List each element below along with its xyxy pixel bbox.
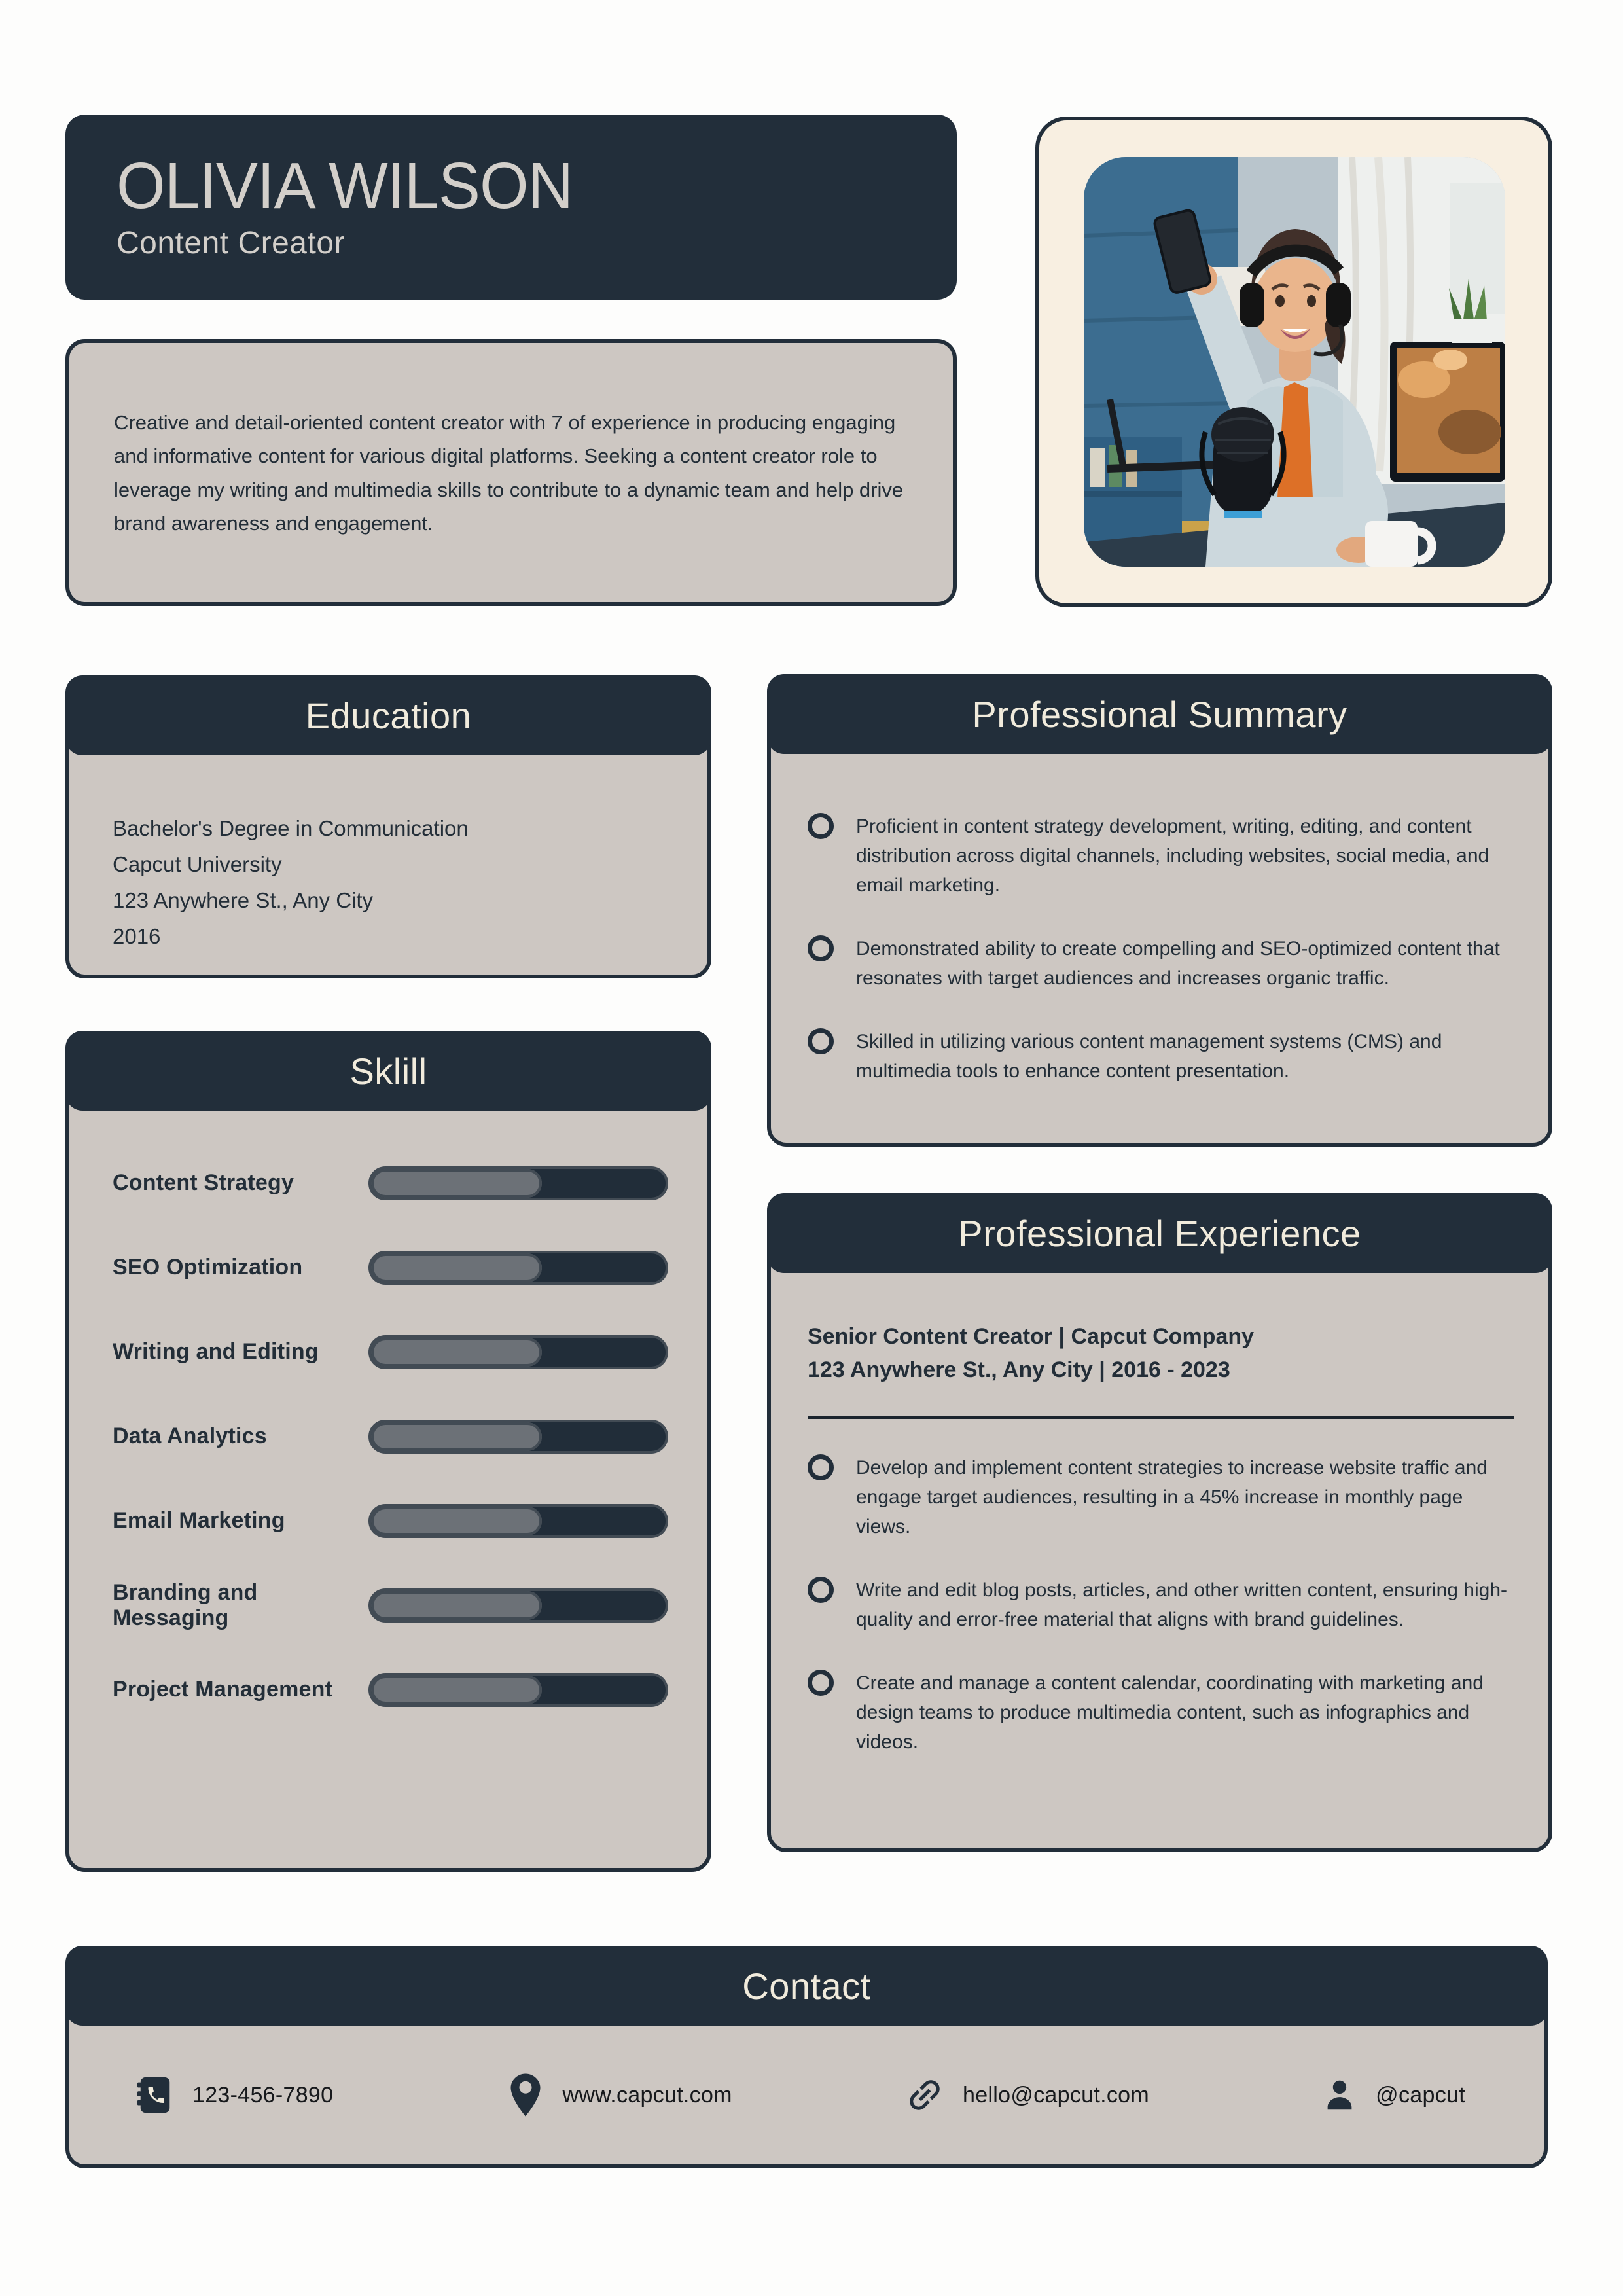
professional-summary-card <box>767 674 1552 1147</box>
skill-bar-fill <box>371 1676 542 1704</box>
circle-bullet-icon <box>808 1028 834 1054</box>
contact-website: www.capcut.com <box>562 2082 732 2108</box>
skill-bar-fill <box>371 1338 542 1367</box>
list-item <box>808 1027 1514 1086</box>
photo-frame <box>1035 117 1552 607</box>
circle-bullet-icon <box>808 935 834 961</box>
link-icon <box>904 2074 946 2116</box>
phone-icon <box>135 2075 175 2115</box>
skill-label: Content Strategy <box>113 1170 294 1195</box>
education-year: 2016 <box>113 924 161 949</box>
skill-bar-fill <box>371 1253 542 1282</box>
skill-bar-fill <box>371 1422 542 1451</box>
skill-row <box>113 1225 668 1310</box>
education-body <box>69 755 707 954</box>
skill-label: Branding and Messaging <box>113 1579 258 1630</box>
skill-bar-fill <box>371 1169 542 1198</box>
experience-list <box>808 1453 1514 1757</box>
experience-title: Professional Experience <box>958 1212 1361 1254</box>
skill-bar <box>368 1673 668 1707</box>
skill-row <box>113 1479 668 1563</box>
education-address: 123 Anywhere St., Any City <box>113 888 374 913</box>
skill-label: SEO Optimization <box>113 1255 303 1280</box>
skill-bar <box>368 1166 668 1200</box>
divider <box>808 1416 1514 1419</box>
circle-bullet-icon <box>808 813 834 839</box>
profile-photo-illustration <box>1084 157 1505 567</box>
bullet-text: Proficient in content strategy development, writing, editing, and content distribution across digital channels, including websites, social media, and email marketing. <box>856 816 1489 896</box>
skill-row <box>113 1141 668 1225</box>
person-icon <box>1321 2076 1359 2114</box>
list-item <box>808 1453 1514 1541</box>
education-title: Education <box>305 694 472 736</box>
skills-header <box>65 1031 711 1111</box>
contact-card <box>65 1946 1548 2168</box>
skill-row <box>113 1563 668 1647</box>
skill-bar <box>368 1588 668 1623</box>
header-card <box>65 115 957 300</box>
professional-summary-title: Professional Summary <box>972 693 1347 735</box>
contact-item-phone <box>135 2075 333 2115</box>
circle-bullet-icon <box>808 1577 834 1603</box>
skill-row <box>113 1647 668 1732</box>
bullet-text: Write and edit blog posts, articles, and other written content, ensuring high-quality and error-free material that aligns with brand guidelines. <box>856 1579 1507 1630</box>
skills-body <box>69 1111 707 1732</box>
skill-bar <box>368 1251 668 1285</box>
summary-card <box>65 339 957 606</box>
list-item <box>808 812 1514 900</box>
education-degree: Bachelor's Degree in Communication <box>113 816 469 840</box>
experience-role: Senior Content Creator | Capcut Company <box>808 1324 1255 1349</box>
skills-card <box>65 1031 711 1872</box>
bullet-text: Create and manage a content calendar, coordinating with marketing and design teams to produce multimedia content, such as infographics and videos. <box>856 1672 1484 1753</box>
contact-header <box>65 1946 1548 2026</box>
experience-location-dates: 123 Anywhere St., Any City | 2016 - 2023 <box>808 1357 1230 1382</box>
skill-row <box>113 1394 668 1479</box>
skill-label: Email Marketing <box>113 1508 285 1533</box>
contact-title: Contact <box>742 1965 871 2007</box>
skill-row <box>113 1310 668 1394</box>
job-title: Content Creator <box>116 226 346 260</box>
contact-item-email <box>904 2074 1149 2116</box>
circle-bullet-icon <box>808 1454 834 1480</box>
skill-bar <box>368 1420 668 1454</box>
list-item <box>808 1668 1514 1757</box>
professional-summary-header <box>767 674 1552 754</box>
contact-item-social <box>1321 2076 1465 2114</box>
person-name: OLIVIA WILSON <box>116 149 573 223</box>
education-school: Capcut University <box>113 852 282 877</box>
list-item <box>808 1575 1514 1634</box>
skills-title: Sklill <box>349 1050 427 1092</box>
skill-label: Project Management <box>113 1677 333 1702</box>
profile-photo <box>1084 157 1505 567</box>
experience-card <box>767 1193 1552 1852</box>
experience-header <box>767 1193 1552 1273</box>
skill-label: Writing and Editing <box>113 1339 319 1364</box>
professional-summary-list <box>771 754 1548 1086</box>
contact-social-handle: @capcut <box>1376 2082 1465 2108</box>
education-card <box>65 675 711 978</box>
contact-item-website <box>505 2072 732 2118</box>
education-header <box>65 675 711 755</box>
skill-bar-fill <box>371 1507 542 1535</box>
skill-bar <box>368 1335 668 1369</box>
circle-bullet-icon <box>808 1670 834 1696</box>
skill-label: Data Analytics <box>113 1424 267 1448</box>
contact-body <box>69 2026 1544 2164</box>
experience-body <box>771 1273 1548 1757</box>
location-pin-icon <box>505 2072 546 2118</box>
bullet-text: Demonstrated ability to create compelling and SEO-optimized content that resonates with target audiences and increases organic traffic. <box>856 938 1500 989</box>
contact-phone: 123-456-7890 <box>192 2082 334 2108</box>
bullet-text: Skilled in utilizing various content management systems (CMS) and multimedia tools to enhance content presentation. <box>856 1031 1442 1082</box>
skill-bar-fill <box>371 1591 542 1620</box>
list-item <box>808 934 1514 993</box>
contact-email: hello@capcut.com <box>962 2082 1149 2108</box>
summary-text: Creative and detail-oriented content creator with 7 of experience in producing engaging and informative content for various digital platforms. Seeking a content creator role to leverage my writing and multimedia skills to contribute to a dynamic team and help drive brand awareness and engagement. <box>114 411 904 535</box>
bullet-text: Develop and implement content strategies to increase website traffic and engage target audiences, resulting in a 45% increase in monthly page views. <box>856 1457 1488 1537</box>
skill-bar <box>368 1504 668 1538</box>
